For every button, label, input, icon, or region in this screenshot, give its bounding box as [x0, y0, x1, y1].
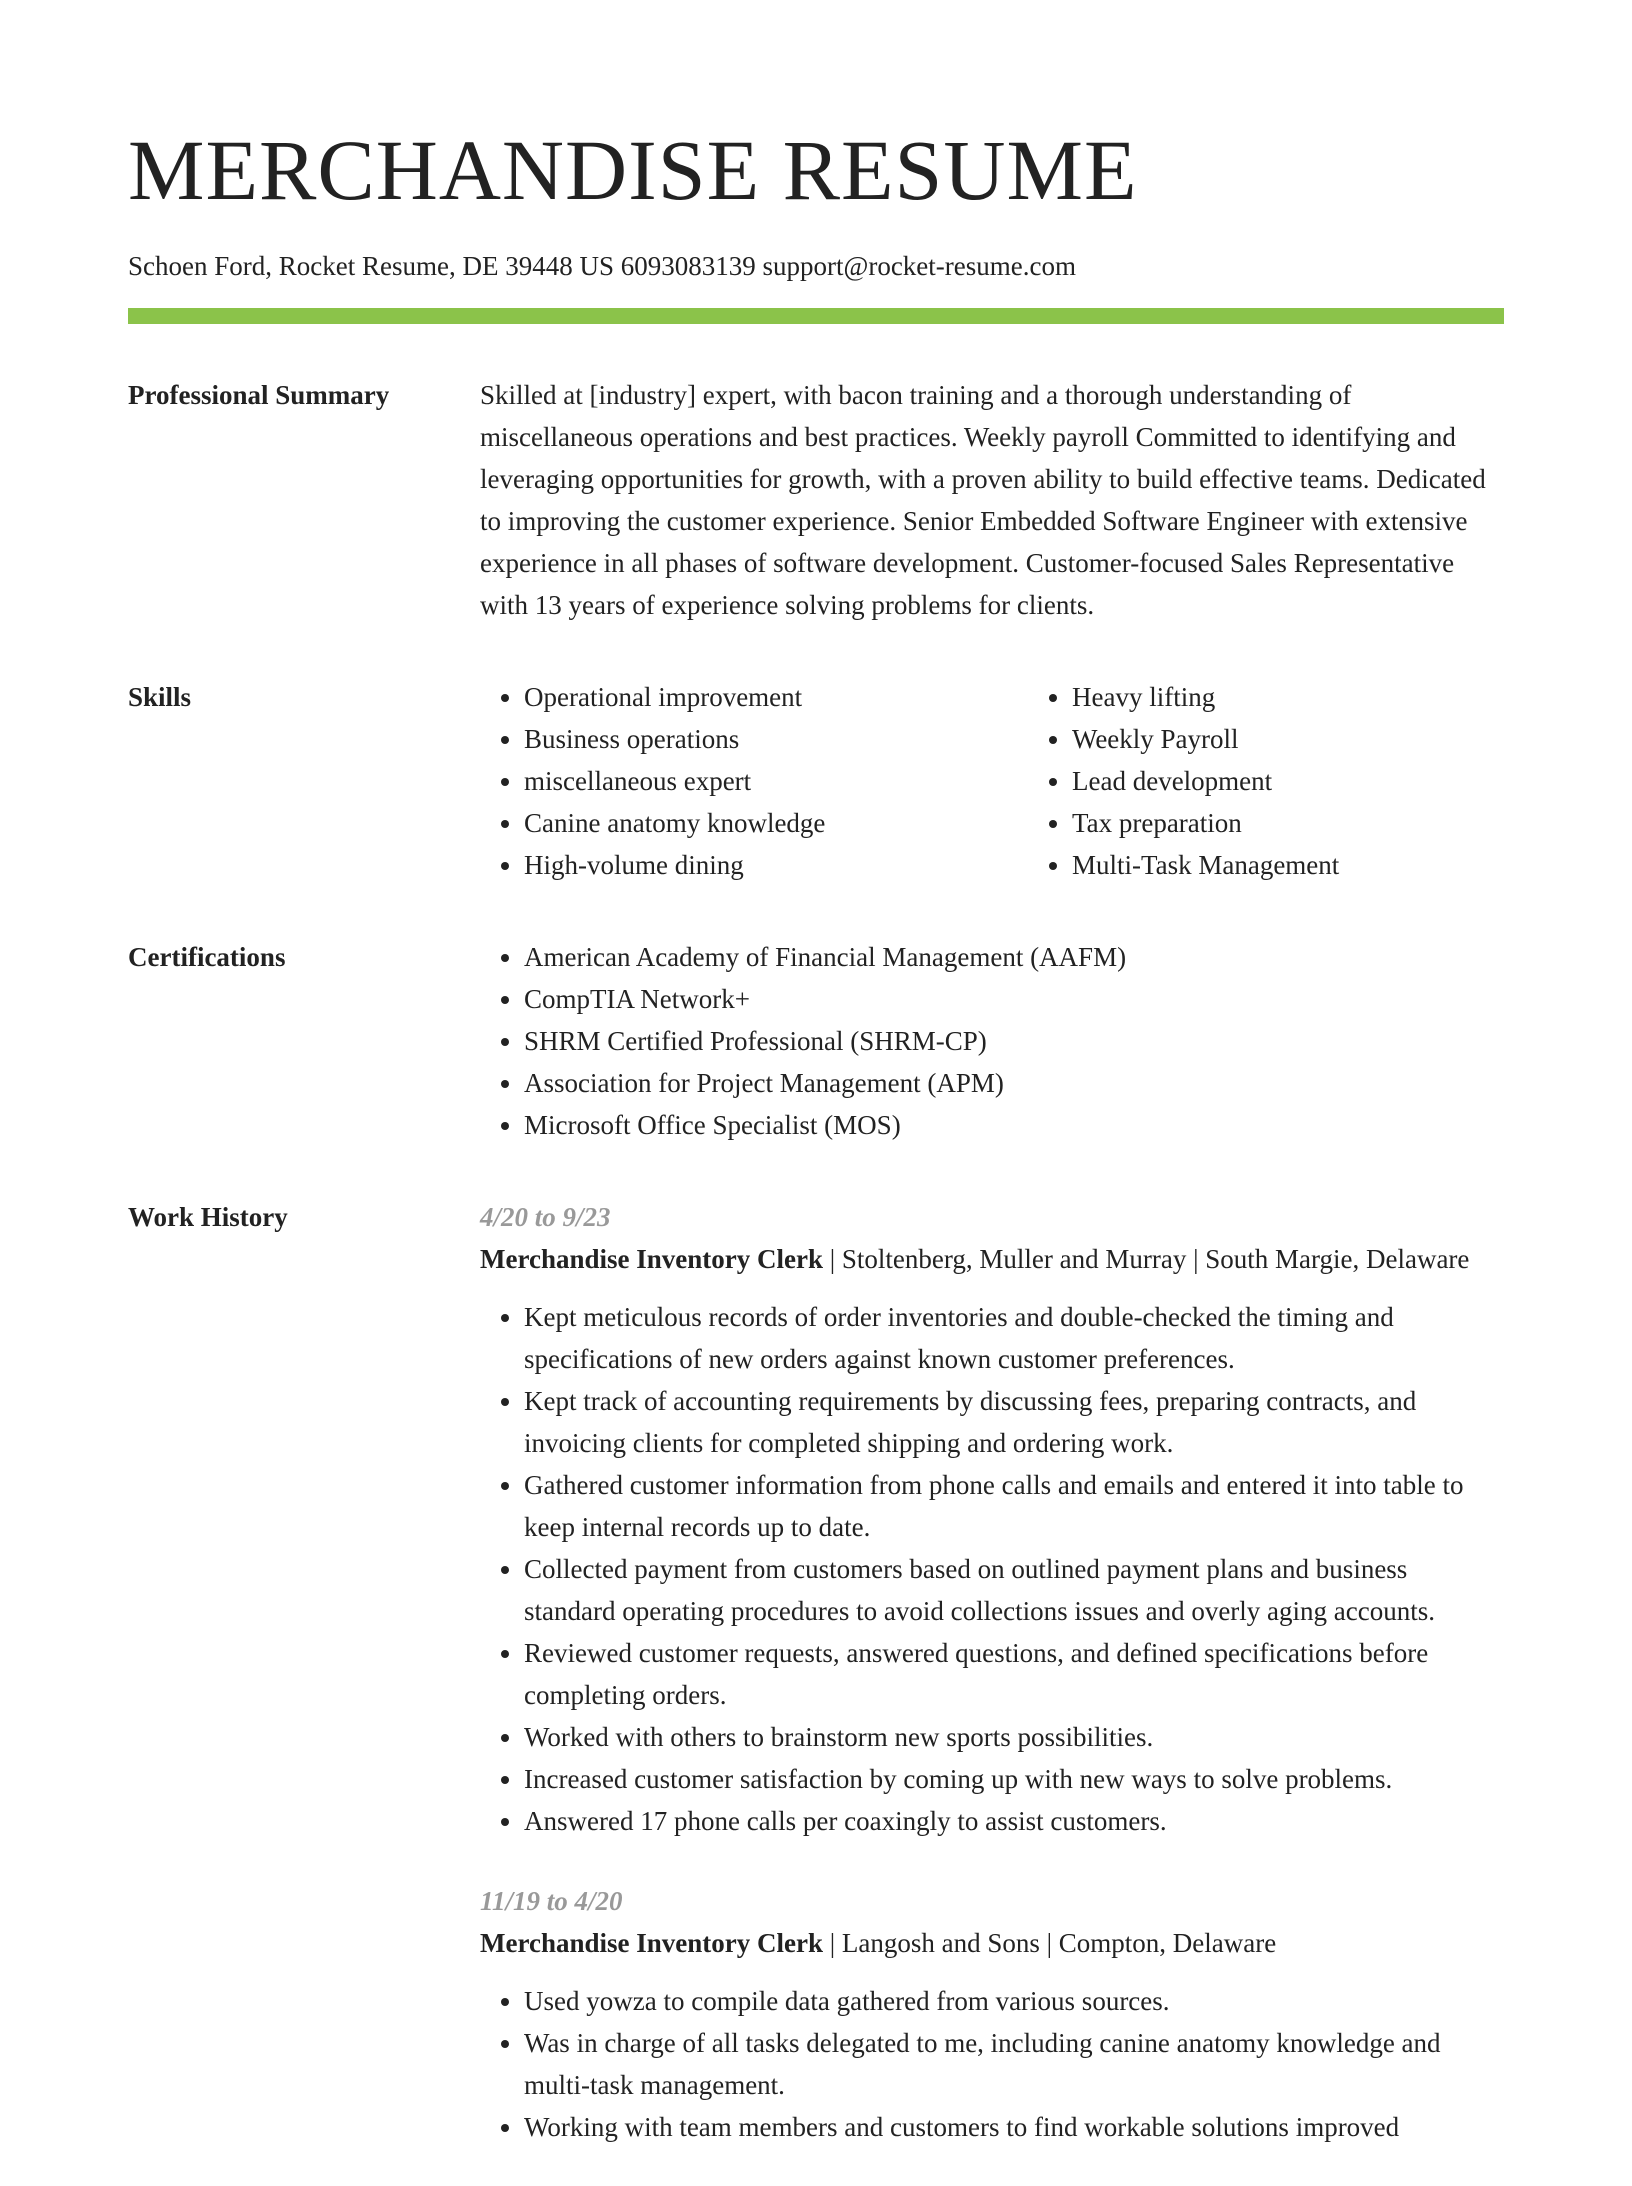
section-label-certifications: Certifications — [128, 942, 286, 972]
job-bullet: • Used yowza to compile data gathered from various sources. — [524, 1980, 1504, 2022]
section-label-work-history: Work History — [128, 1202, 288, 1232]
certification-item: • CompTIA Network+ — [524, 978, 1504, 1020]
job-bullets — [480, 1296, 1504, 1842]
skill-item: • High-volume dining — [524, 844, 984, 886]
job-bullet: • Answered 17 phone calls per coaxingly to assist customers. — [524, 1800, 1504, 1842]
job-details: | Langosh and Sons | Compton, Delaware — [822, 1928, 1277, 1958]
job-bullet: • Kept track of accounting requirements by discussing fees, preparing contracts, and invoicing clients for completed shipping and ordering work. — [524, 1380, 1504, 1464]
certification-item: • Association for Project Management (APM) — [524, 1062, 1504, 1104]
contact-info: Schoen Ford, Rocket Resume, DE 39448 US 6093083139 support@rocket-resume.com — [128, 251, 1076, 281]
job-entry — [480, 1880, 1504, 2148]
skill-item: • Heavy lifting — [1072, 676, 1532, 718]
section-label-summary: Professional Summary — [128, 380, 390, 410]
job-entry — [480, 1196, 1504, 1842]
job-bullet: • Collected payment from customers based on outlined payment plans and business standard operating procedures to avoid collections issues and overly aging accounts. — [524, 1548, 1504, 1632]
certification-item: • American Academy of Financial Management (AAFM) — [524, 936, 1504, 978]
job-dates: 11/19 to 4/20 — [480, 1886, 623, 1916]
job-bullet: • Working with team members and customers to find workable solutions improved — [524, 2106, 1504, 2148]
job-bullet: • Gathered customer information from phone calls and emails and entered it into table to keep internal records up to date. — [524, 1464, 1504, 1548]
certifications-list — [480, 936, 1504, 1146]
job-bullet: • Kept meticulous records of order inventories and double-checked the timing and specifications of new orders against known customer preferences. — [524, 1296, 1504, 1380]
summary-section — [128, 374, 1504, 626]
skill-item: • Tax preparation — [1072, 802, 1532, 844]
job-bullet: • Increased customer satisfaction by coming up with new ways to solve problems. — [524, 1758, 1504, 1800]
section-label-skills: Skills — [128, 682, 192, 712]
skills-content — [480, 676, 1504, 886]
job-title: Merchandise Inventory Clerk — [480, 1928, 823, 1958]
certification-item: • SHRM Certified Professional (SHRM-CP) — [524, 1020, 1504, 1062]
skills-section — [128, 676, 1504, 886]
job-heading — [480, 1922, 1504, 1964]
job-bullets — [480, 1980, 1504, 2148]
summary-text: Skilled at [industry] expert, with bacon training and a thorough understanding of miscellaneous operations and best practices. Weekly payroll Committed to identifying and leveraging opportunities for growth, with a proven ability to build effective teams. Dedicated to improving the customer experience. Senior Embedded Software Engineer with extensive experience in all phases of software development. Customer-focused Sales Representative with 13 years of experience solving problems for clients. — [480, 380, 1486, 620]
job-bullet: • Reviewed customer requests, answered questions, and defined specifications before completing orders. — [524, 1632, 1504, 1716]
job-details: | Stoltenberg, Muller and Murray | South Margie, Delaware — [822, 1244, 1470, 1274]
skill-item: • Operational improvement — [524, 676, 984, 718]
work-history-section — [128, 1196, 1504, 2186]
skills-column-2 — [1028, 676, 1532, 886]
job-title: Merchandise Inventory Clerk — [480, 1244, 823, 1274]
certification-item: • Microsoft Office Specialist (MOS) — [524, 1104, 1504, 1146]
job-bullet: • Worked with others to brainstorm new sports possibilities. — [524, 1716, 1504, 1758]
skill-item: • Business operations — [524, 718, 984, 760]
work-history-content — [480, 1196, 1504, 2186]
accent-divider — [128, 308, 1504, 324]
certifications-content — [480, 936, 1504, 1146]
summary-content — [480, 374, 1504, 626]
skills-column-1 — [480, 676, 984, 886]
job-heading — [480, 1238, 1504, 1280]
job-dates: 4/20 to 9/23 — [480, 1202, 611, 1232]
certifications-section — [128, 936, 1504, 1146]
resume-title: MERCHANDISE RESUME — [128, 122, 1138, 218]
skill-item: • Multi-Task Management — [1072, 844, 1532, 886]
skill-item: • Canine anatomy knowledge — [524, 802, 984, 844]
skill-item: • miscellaneous expert — [524, 760, 984, 802]
skill-item: • Weekly Payroll — [1072, 718, 1532, 760]
job-bullet: • Was in charge of all tasks delegated to me, including canine anatomy knowledge and multi-task management. — [524, 2022, 1504, 2106]
skill-item: • Lead development — [1072, 760, 1532, 802]
